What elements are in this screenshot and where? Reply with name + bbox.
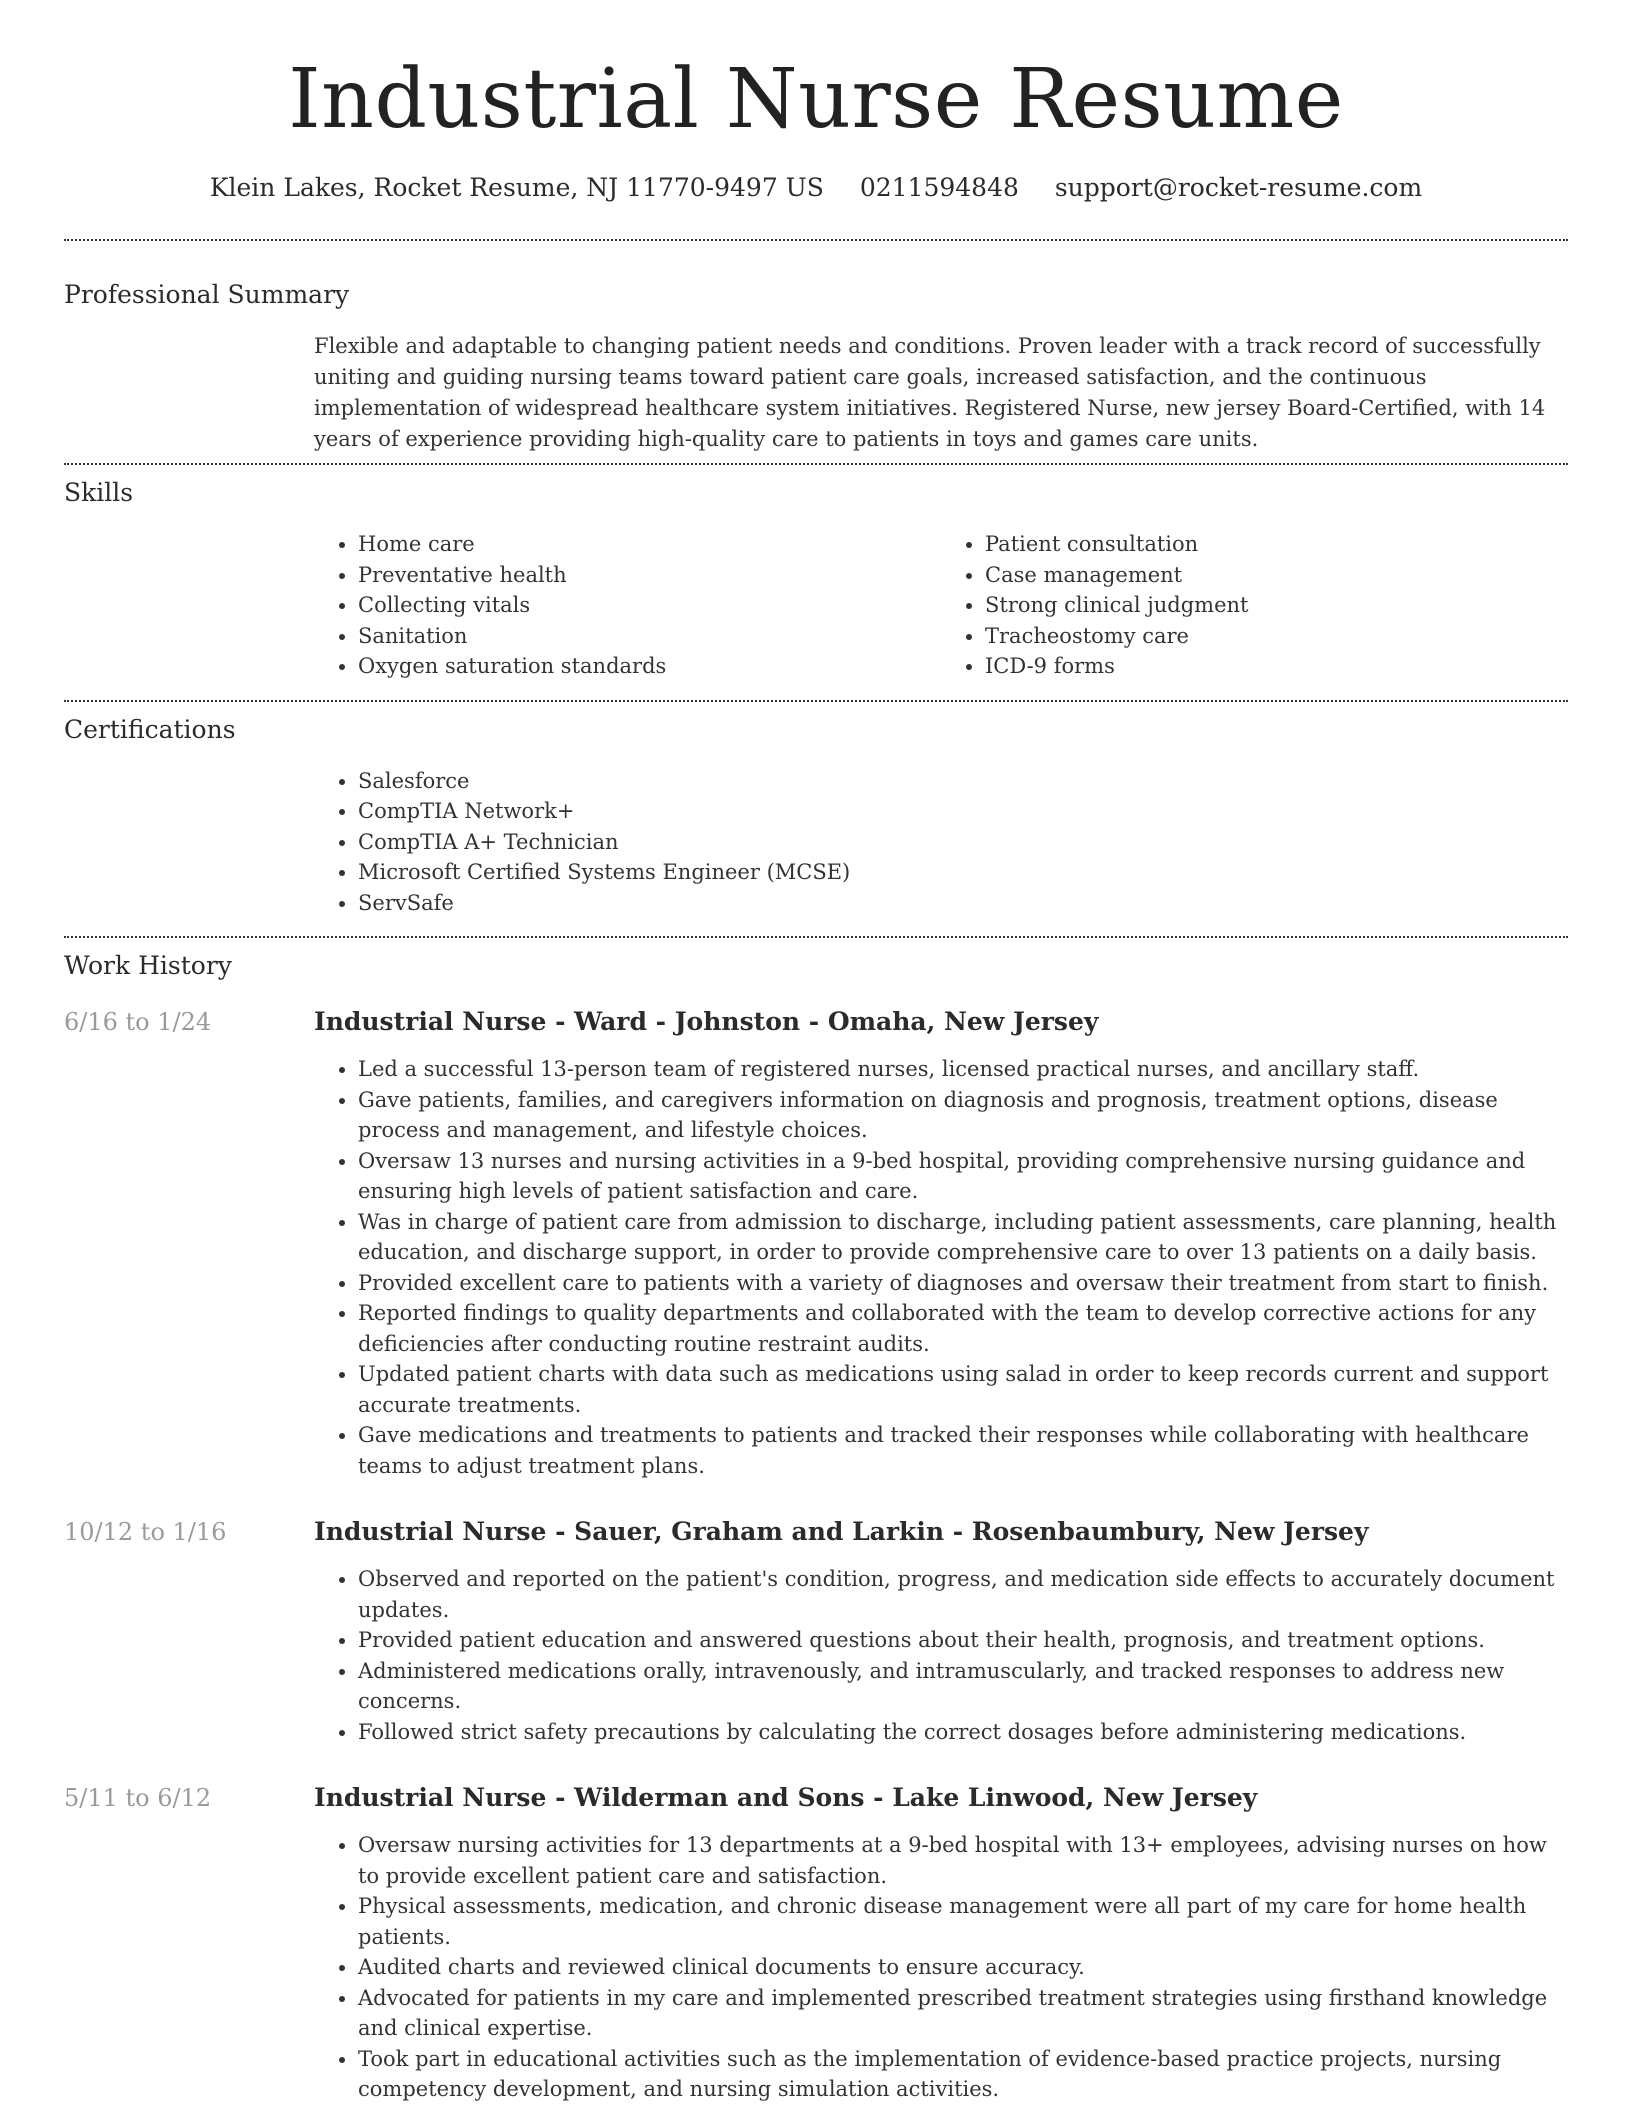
contact-line — [64, 172, 1568, 204]
job-title: Industrial Nurse - Ward - Johnston - Omaha, New Jersey — [314, 1007, 1099, 1036]
certification-item: • ServSafe — [358, 888, 1568, 919]
work-history-title: Work History — [64, 951, 232, 980]
skill-item: • Strong clinical judgment — [985, 590, 1568, 621]
job-bullet: • Advocated for patients in my care and implemented prescribed treatment strategies using firsthand knowledge and clinical expertise. — [358, 1983, 1568, 2044]
certification-item: • Salesforce — [358, 766, 1568, 797]
skill-item: • Tracheostomy care — [985, 621, 1568, 652]
job-entry — [64, 1782, 1568, 2105]
skill-item: • ICD-9 forms — [985, 651, 1568, 682]
job-bullets — [314, 1054, 1568, 1481]
skill-item: • Collecting vitals — [358, 590, 941, 621]
job-bullet: • Observed and reported on the patient's condition, progress, and medication side effects to accurately document updates. — [358, 1564, 1568, 1625]
certifications-list — [314, 766, 1568, 919]
contact-email[interactable]: support@rocket-resume.com — [1054, 173, 1423, 202]
job-bullet: • Reported findings to quality departments and collaborated with the team to develop corrective actions for any deficiencies after conducting routine restraint audits. — [358, 1298, 1568, 1359]
job-bullet: • Gave patients, families, and caregivers information on diagnosis and prognosis, treatment options, disease process and management, and lifestyle choices. — [358, 1085, 1568, 1146]
job-dates: 5/11 to 6/12 — [64, 1784, 212, 1812]
skills-list-right — [941, 529, 1568, 682]
job-bullets — [314, 1830, 1568, 2105]
job-bullet: • Oversaw nursing activities for 13 departments at a 9-bed hospital with 13+ employees, advising nurses on how to provide excellent patient care and satisfaction. — [358, 1830, 1568, 1891]
job-bullets — [314, 1564, 1568, 1747]
job-dates: 10/12 to 1/16 — [64, 1518, 227, 1546]
certification-item: • CompTIA A+ Technician — [358, 827, 1568, 858]
certification-item: • Microsoft Certified Systems Engineer (MCSE) — [358, 857, 1568, 888]
job-bullet: • Took part in educational activities such as the implementation of evidence-based practice projects, nursing competency development, and nursing simulation activities. — [358, 2044, 1568, 2105]
skill-item: • Home care — [358, 529, 941, 560]
contact-address: Klein Lakes, Rocket Resume, NJ 11770-9497 US — [209, 173, 824, 202]
job-bullet: • Oversaw 13 nurses and nursing activities in a 9-bed hospital, providing comprehensive nursing guidance and ensuring high levels of patient satisfaction and care. — [358, 1146, 1568, 1207]
job-bullet: • Audited charts and reviewed clinical documents to ensure accuracy. — [358, 1952, 1568, 1983]
job-bullet: • Was in charge of patient care from admission to discharge, including patient assessments, care planning, health education, and discharge support, in order to provide comprehensive care to over 13 patients on a daily basis. — [358, 1207, 1568, 1268]
skill-item: • Oxygen saturation standards — [358, 651, 941, 682]
summary-text: Flexible and adaptable to changing patient needs and conditions. Proven leader with a track record of successfully uniting and guiding nursing teams toward patient care goals, increased satisfaction, and the continuous implementation of widespread healthcare system initiatives. Registered Nurse, new jersey Board-Certified, with 14 years of experience providing high-quality care to patients in toys and games care units. — [314, 334, 1546, 451]
work-history-section — [64, 938, 1568, 2105]
certifications-title: Certifications — [64, 714, 236, 744]
job-bullet: • Updated patient charts with data such as medications using salad in order to keep records current and support accurate treatments. — [358, 1359, 1568, 1420]
certification-item: • CompTIA Network+ — [358, 796, 1568, 827]
job-title: Industrial Nurse - Wilderman and Sons - Lake Linwood, New Jersey — [314, 1783, 1258, 1812]
skills-title: Skills — [64, 478, 134, 507]
summary-section — [64, 241, 1568, 455]
skill-item: • Case management — [985, 560, 1568, 591]
job-bullet: • Physical assessments, medication, and chronic disease management were all part of my care for home health patients. — [358, 1891, 1568, 1952]
certifications-section — [64, 702, 1568, 919]
contact-phone: 0211594848 — [859, 173, 1019, 202]
skills-section — [64, 465, 1568, 682]
job-title: Industrial Nurse - Sauer, Graham and Larkin - Rosenbaumbury, New Jersey — [314, 1517, 1369, 1546]
summary-title: Professional Summary — [64, 280, 350, 309]
job-entry — [64, 1516, 1568, 1747]
skills-list-left — [314, 529, 941, 682]
job-bullet: • Provided patient education and answered questions about their health, prognosis, and treatment options. — [358, 1625, 1568, 1656]
job-dates: 6/16 to 1/24 — [64, 1008, 212, 1036]
job-bullet: • Gave medications and treatments to patients and tracked their responses while collaborating with healthcare teams to adjust treatment plans. — [358, 1420, 1568, 1481]
job-bullet: • Led a successful 13-person team of registered nurses, licensed practical nurses, and ancillary staff. — [358, 1054, 1568, 1085]
job-entry — [64, 1006, 1568, 1481]
job-bullet: • Administered medications orally, intravenously, and intramuscularly, and tracked responses to address new concerns. — [358, 1656, 1568, 1717]
job-bullet: • Provided excellent care to patients with a variety of diagnoses and oversaw their treatment from start to finish. — [358, 1268, 1568, 1299]
skill-item: • Patient consultation — [985, 529, 1568, 560]
skill-item: • Sanitation — [358, 621, 941, 652]
job-bullet: • Followed strict safety precautions by calculating the correct dosages before administering medications. — [358, 1717, 1568, 1748]
resume-name: Industrial Nurse Resume — [288, 52, 1344, 147]
skill-item: • Preventative health — [358, 560, 941, 591]
